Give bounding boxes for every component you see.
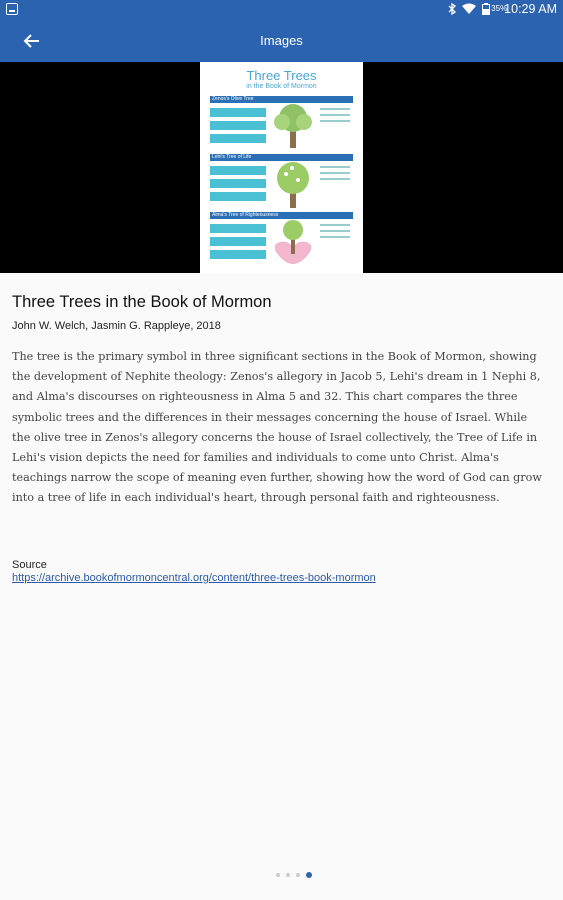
poster-section-label: Zenos's Olive Tree <box>210 96 353 103</box>
clock: 10:29 AM <box>504 2 557 16</box>
app-bar-title: Images <box>260 33 303 48</box>
tree-of-life-illustration <box>272 160 314 210</box>
poster-text-box <box>210 250 266 259</box>
olive-tree-illustration <box>272 102 314 150</box>
poster-text-line <box>320 166 350 168</box>
poster-text-box <box>210 121 266 130</box>
screenshot-icon <box>6 3 18 15</box>
poster-section-label: Lehi's Tree of Life <box>210 154 353 161</box>
image-title: Three Trees in the Book of Mormon <box>12 293 272 311</box>
poster-text-box <box>210 108 266 117</box>
image-viewer[interactable] <box>0 62 563 273</box>
bluetooth-icon <box>448 3 456 15</box>
source-link[interactable]: https://archive.bookofmormoncentral.org/content/three-trees-book-mormon <box>12 572 376 584</box>
image-description: The tree is the primary symbol in three significant sections in the Book of Mormon, showing the development of Nephite theology: Zenos's allegory in Jacob 5, Lehi's dream in 1 Nephi 8, and Alma's discourses on righteousness in Alma 5 and 32. This chart compares the three symbolic trees and the differences in their messages concerning the house of Israel. While the olive tree in Zenos's allegory concerns the house of Israel collectively, the Tree of Life in Lehi's vision depicts the need for families and individuals to come unto Christ. Alma's teachings narrow the scope of meaning even further, showing how the word of God can grow into a tree of life in each individual's heart, through personal faith and righteousness. <box>12 350 542 505</box>
app-bar <box>0 20 563 62</box>
poster-text-box <box>210 192 266 201</box>
poster-text-line <box>320 108 350 110</box>
battery-percent: 35% <box>491 4 508 13</box>
page-dot[interactable] <box>286 873 290 877</box>
image-authors: John W. Welch, Jasmin G. Rappleye, 2018 <box>12 320 221 332</box>
poster-subtitle: in the Book of Mormon <box>246 83 317 90</box>
poster-text-line <box>320 230 350 232</box>
page-dot-active[interactable] <box>306 872 312 878</box>
poster-text-line <box>320 178 350 180</box>
poster-text-line <box>320 236 350 238</box>
poster-text-box <box>210 134 266 143</box>
poster-text-line <box>320 172 350 174</box>
poster-text-box <box>210 224 266 233</box>
poster-text-box <box>210 179 266 188</box>
poster-image <box>200 62 363 273</box>
page-dot[interactable] <box>296 873 300 877</box>
poster-text-line <box>320 120 350 122</box>
poster-text-line <box>320 114 350 116</box>
poster-title: Three Trees <box>246 68 317 83</box>
poster-text-line <box>320 224 350 226</box>
status-icons <box>448 2 557 16</box>
poster-text-box <box>210 237 266 246</box>
page-indicator <box>0 872 563 878</box>
battery-icon <box>482 3 508 15</box>
source-label: Source <box>12 559 47 571</box>
page-dot[interactable] <box>276 873 280 877</box>
status-bar <box>0 0 563 20</box>
poster-text-box <box>210 166 266 175</box>
righteousness-tree-illustration <box>272 218 314 273</box>
wifi-icon <box>462 3 476 15</box>
poster-section-label: Alma's Tree of Righteousness <box>210 212 353 219</box>
